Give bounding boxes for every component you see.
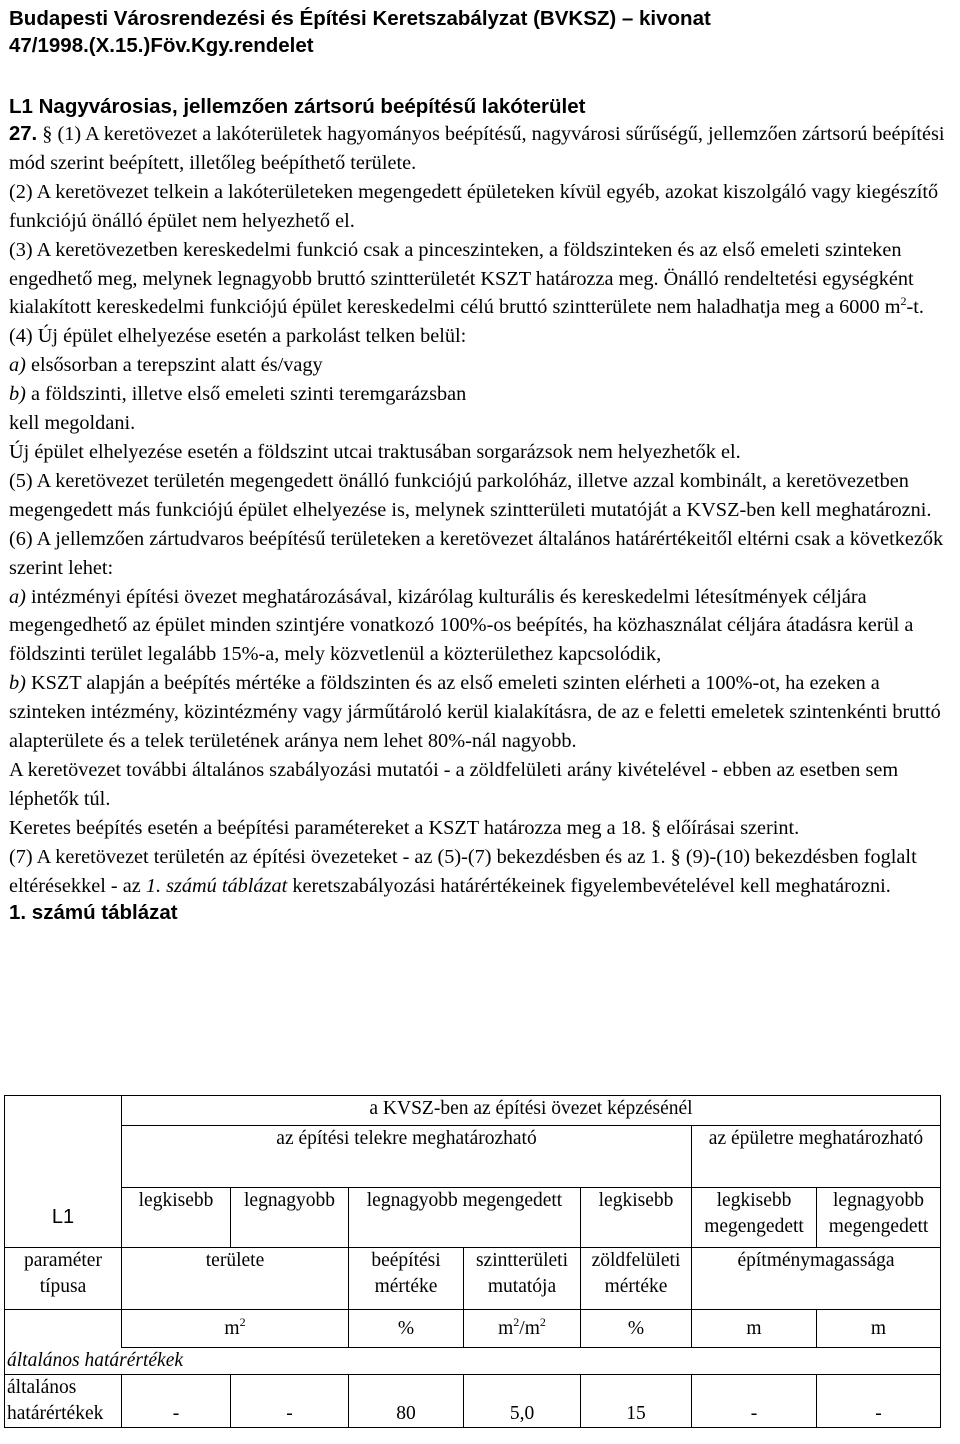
value-coverage: 80 [349,1375,464,1428]
header-max: legnagyobb [231,1188,349,1248]
unit-area: $m^2$ [122,1310,349,1348]
header-min-allowed: legkisebb megengedett [692,1188,817,1248]
paragraph-4: (4) Új épület elhelyezése esetén a parkolást telken belül: [9,325,467,348]
header-main: a KVSZ-ben az építési övezet képzésénél [122,1096,941,1126]
p3-text: (3) A keretövezetben kereskedelmi funkció csak a pinceszinteken, a földszinteken és az első emeleti szinteken engedhető meg, melynek legnagyobb bruttó szintterületét KSZT határozza meg. Önálló rendeltetési egységként kialakított kereskedelmi funkciójú épület kereskedelmi célú bruttó szintterülete nem haladhatja meg a 6000 m [9,238,914,319]
value-green: 15 [581,1375,692,1428]
unit-green: % [581,1310,692,1348]
unit-height-min: m [692,1310,817,1348]
paragraph-5: (5) A keretövezet területén megengedett önálló funkciójú parkolóház, illetve azzal kombinált, a keretövezetben megengedett más funkciójú épület elhelyezése is, melynek szintterületi mutatóját a KVSZ-ben kell meghatározni. [9,469,932,521]
p6d-text-a: Keretes beépítés esetén a beépítési paramétereket a KSZT határozza meg a 18. [9,816,652,839]
p3-end: -t. [906,296,924,319]
table-title: 1. számú táblázat [9,901,178,925]
paragraph-2: (2) A keretövezet telkein a lakóterületeken megengedett épületeken kívül egyéb, azokat kiszolgáló vagy kiegészítő funkciójú önálló épület nem helyezhető el. [9,180,939,232]
document-title [9,5,955,59]
unit-floor-ratio: $m^2/m^2$ [464,1310,581,1348]
p7-text-c: keretszabályozási határértékeinek figyelembevételével kell meghatározni. [287,874,891,897]
p6b-label: b) [9,672,26,695]
header-plot: az építési telekre meghatározható [122,1126,692,1188]
p4b-text: a földszinti, illetve első emeleti szinti teremgarázsban [25,383,467,406]
param-green: zöldfelületi mértéke [581,1248,692,1310]
unit-coverage: % [349,1310,464,1348]
general-label: általános határértékek [5,1375,122,1428]
table-corner-cell [5,1096,122,1126]
p7-text-b: (9)-(10) bekezdésben foglalt eltérésekkel - az [9,845,917,897]
p3-sup: 2 [900,294,907,309]
document-page [9,5,955,926]
title-line-2: 47/1998.(X.15.)Föv.Kgy.rendelet [9,34,314,57]
header-min: legkisebb [122,1188,231,1248]
param-type: paraméter típusa [5,1248,122,1310]
p6b-text: KSZT alapján a beépítés mértéke a földszinten és az első emeleti szinten elérheti a 100%-ot, ha ezeken a szinteken intézmény, közintézmény vagy járműtároló kerül kialakításra, de az e feletti emeletek szintenkénti bruttó alapterülete és a telek területének aránya nem lehet 80%-nál nagyobb. [9,672,941,753]
value-min-area: - [122,1375,231,1428]
title-line-1: Budapesti Városrendezési és Építési Keretszabályzat (BVKSZ) – kivonat [9,7,711,30]
paragraph-1 [9,120,955,178]
units-label-cell [5,1310,122,1348]
value-floor-ratio: 5,0 [464,1375,581,1428]
p1-text: (1) A keretövezet a lakóterületek hagyományos beépítésű, nagyvárosi sűrűségű, jellemzően zártsorú beépítési mód szerint beépített, illetőleg beépíthető területe. [9,123,945,174]
paragraph-3 [9,236,955,323]
section-sign: § [42,123,53,145]
param-floor-ratio: szintterületi mutatója [464,1248,581,1310]
regulation-table [4,1095,941,1428]
paragraph-7 [9,843,955,901]
paragraph-4b [9,380,955,409]
zone-code: L1 [5,1188,122,1248]
p7-section-sign: § [670,845,681,868]
unit-height-max: m [817,1310,941,1348]
paragraph-6d [9,814,955,843]
header-min-2: legkisebb [581,1188,692,1248]
table-corner-cell-2 [5,1126,122,1188]
p4b-label: b) [9,383,26,406]
paragraph-number: 27. [9,123,38,145]
paragraph-6a [9,583,955,670]
p6d-text-b: előírásai szerint. [661,816,800,839]
paragraph-4-end: kell megoldani. [9,412,136,435]
param-height: építménymagassága [692,1248,941,1310]
p6d-section-sign: § [651,816,662,839]
p4a-text: elsősorban a terepszint alatt és/vagy [25,354,323,377]
paragraph-6c: A keretövezet további általános szabályozási mutatói - a zöldfelületi arány kivételével - ebben az esetben sem léphetők túl. [9,758,899,810]
param-area: területe [122,1248,349,1310]
value-height-min: - [692,1375,817,1428]
p7-text-a: (7) A keretövezet területén az építési övezeteket - az (5)-(7) bekezdésben és az 1. [9,845,671,868]
paragraph-4a [9,351,955,380]
value-max-area: - [231,1375,349,1428]
header-max-allowed: legnagyobb megengedett [349,1188,581,1248]
header-max-allowed-2: legnagyobb megengedett [817,1188,941,1248]
general-italic-row [5,1348,941,1375]
section-title: L1 Nagyvárosias, jellemzően zártsorú beépítésű lakóterület [9,95,586,118]
value-height-max: - [817,1375,941,1428]
paragraph-4-extra: Új épület elhelyezése esetén a földszint utcai traktusában sorgarázsok nem helyezhetők el. [9,440,741,463]
p6a-text: intézményi építési övezet meghatározásával, kizárólag kulturális és kereskedelmi létesítmények céljára megengedhető az épület minden szintjére vonatkozó 100%-os beépítés, ha közhasználat céljára átadásra kerül a földszinti terület legalább 15%-a, mely közvetlenül a közterülethez kapcsolódik, [9,585,914,666]
param-coverage: beépítési mértéke [349,1248,464,1310]
paragraph-6b [9,669,955,756]
paragraph-6: (6) A jellemzően zártudvaros beépítésű területeken a keretövezet általános határértékeitől eltérni csak a következők szerint lehet: [9,527,944,579]
document-body [9,120,955,900]
p7-table-ref: 1. számú táblázat [145,874,288,897]
p6a-label: a) [9,585,26,608]
general-italic-label: általános határértékek [7,1350,184,1371]
header-building: az épületre meghatározható [692,1126,941,1188]
p4a-label: a) [9,354,26,377]
